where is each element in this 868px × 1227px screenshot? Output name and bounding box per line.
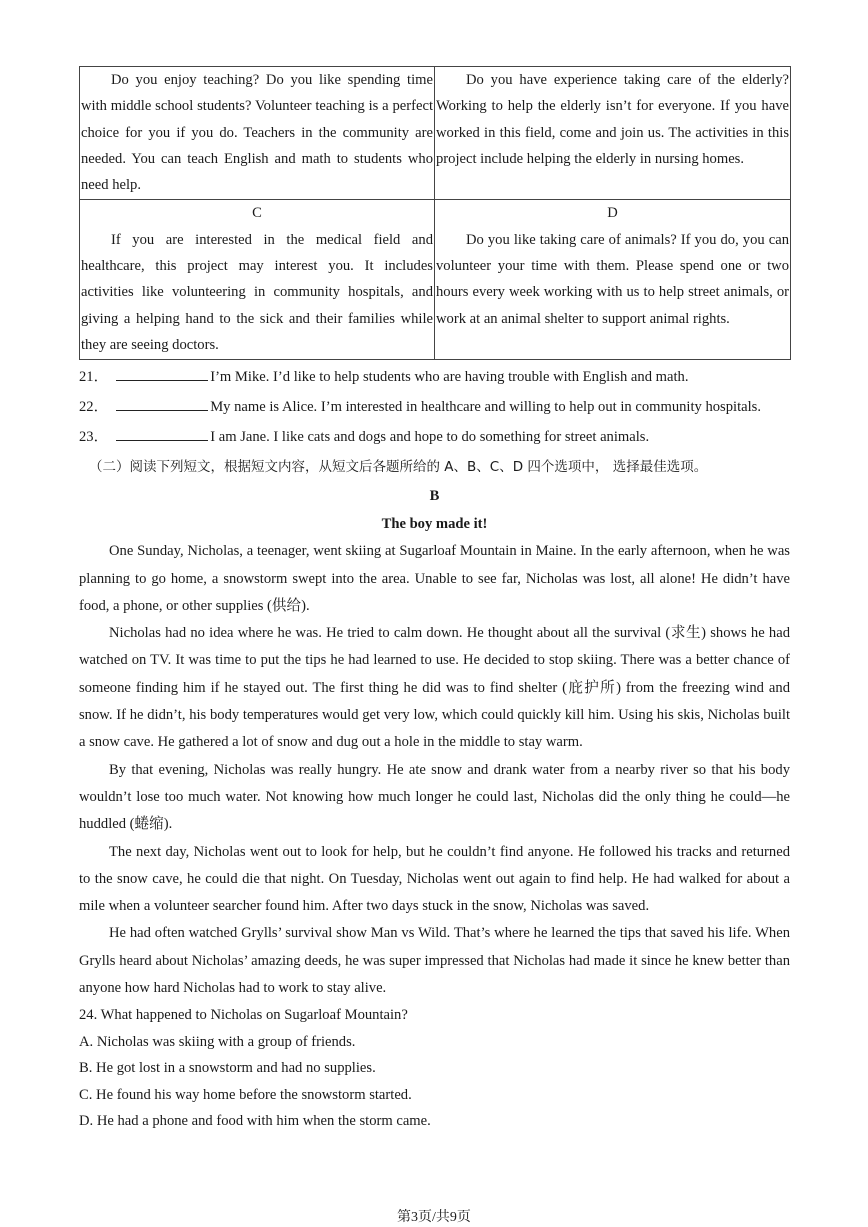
answer-blank[interactable] <box>116 426 208 441</box>
answer-blank[interactable] <box>116 366 208 381</box>
option-b[interactable]: B. He got lost in a snowstorm and had no supplies. <box>79 1060 376 1077</box>
ad-a-text: Do you enjoy teaching? Do you like spending time with middle school students? Volunteer teaching is a perfect choice for you if you do. Teachers in the community are needed. You can teach English and math to students who need help. <box>81 72 433 194</box>
ad-cell-c <box>80 200 435 360</box>
passage-paragraph: One Sunday, Nicholas, a teenager, went skiing at Sugarloaf Mountain in Maine. In the early afternoon, when he was planning to go home, a snowstorm swept into the area. Unable to see far, Nicholas was lost, all alone! He didn’t have food, a phone, or other supplies (供给). <box>79 543 790 614</box>
ad-d-label: D <box>607 205 618 222</box>
passage-paragraph: Nicholas had no idea where he was. He tried to calm down. He thought about all the survival (求生) shows he had watched on TV. It was time to put the tips he had learned to use. He decided to stop skiing. There was a better chance of someone finding him if he stayed out. The first thing he did was to find shelter (庇护所) from the freezing wind and snow. If he didn’t, his body temperatures would get very low, which could quickly kill him. Using his skis, Nicholas built a snow cave. He gathered a lot of snow and dug out a hole in the middle to stay warm. <box>79 625 790 751</box>
ad-cell-d <box>435 200 791 360</box>
answer-blank[interactable] <box>116 396 208 411</box>
matching-text: I am Jane. I like cats and dogs and hope to do something for street animals. <box>210 429 650 446</box>
passage-paragraph: By that evening, Nicholas was really hungry. He ate snow and drank water from a nearby river so that his body wouldn’t lose too much water. Not knowing how much longer he could last, Nicholas did the only thing he could—he huddled (蜷缩). <box>79 761 790 833</box>
ad-cell-a <box>80 67 435 200</box>
page-footer: 第3页/共9页 <box>397 1210 471 1225</box>
page-content <box>79 66 790 1135</box>
ads-row-bottom <box>80 200 791 360</box>
passage-paragraph: He had often watched Grylls’ survival show Man vs Wild. That’s where he learned the tips that saved his life. When Grylls heard about Nicholas’ amazing deeds, he was super impressed that Nicholas had made it since he knew better than anyone how hard Nicholas had to work to stay alive. <box>79 925 790 997</box>
matching-item-23 <box>79 422 790 452</box>
option-a[interactable]: A. Nicholas was skiing with a group of friends. <box>79 1033 356 1050</box>
section-instructions: （二）阅读下列短文，根据短文内容，从短文后各题所给的 A、B、C、D 四个选项中， 选择最佳选项。 <box>89 459 708 476</box>
matching-text: I’m Mike. I’d like to help students who are having trouble with English and math. <box>210 369 689 386</box>
ads-table <box>79 66 791 360</box>
passage-title: The boy made it! <box>381 516 488 533</box>
matching-item-22 <box>79 392 790 422</box>
matching-item-21 <box>79 362 790 392</box>
ad-b-text: Do you have experience taking care of the elderly? Working to help the elderly isn’t for everyone. If you have worked in this field, come and join us. The activities in this project include helping the elderly in nursing homes. <box>436 72 789 167</box>
option-d[interactable]: D. He had a phone and food with him when the storm came. <box>79 1113 431 1130</box>
question-stem: 24. What happened to Nicholas on Sugarloaf Mountain? <box>79 1007 408 1024</box>
passage-paragraph: The next day, Nicholas went out to look for help, but he couldn’t find anyone. He followed his tracks and returned to the snow cave, he could die that night. On Tuesday, Nicholas went out again to find help. He had walked for about a mile when a volunteer searcher found him. After two days stuck in the snow, Nicholas was saved. <box>79 843 790 915</box>
question-number: 22． <box>79 399 109 416</box>
ad-cell-b <box>435 67 791 200</box>
question-number: 23． <box>79 429 109 446</box>
ad-c-text: If you are interested in the medical field and healthcare, this project may interest you. It includes activities like volunteering in community hospitals, and giving a helping hand to the sick and their families while they are seeing doctors. <box>81 231 433 353</box>
question-number: 21． <box>79 369 109 386</box>
option-c[interactable]: C. He found his way home before the snowstorm started. <box>79 1086 412 1103</box>
question-24 <box>79 1002 790 1135</box>
passage-label: B <box>429 488 440 505</box>
passage-body <box>79 538 790 1002</box>
ad-c-label: C <box>252 205 262 222</box>
matching-text: My name is Alice. I’m interested in healthcare and willing to help out in community hospitals. <box>210 399 762 416</box>
matching-questions <box>79 362 790 452</box>
ad-d-text: Do you like taking care of animals? If you do, you can volunteer your time with them. Please spend one or two hours every week working with us to help street animals, or work at an animal shelter to support animal rights. <box>436 231 789 327</box>
ads-row-top <box>80 67 791 200</box>
